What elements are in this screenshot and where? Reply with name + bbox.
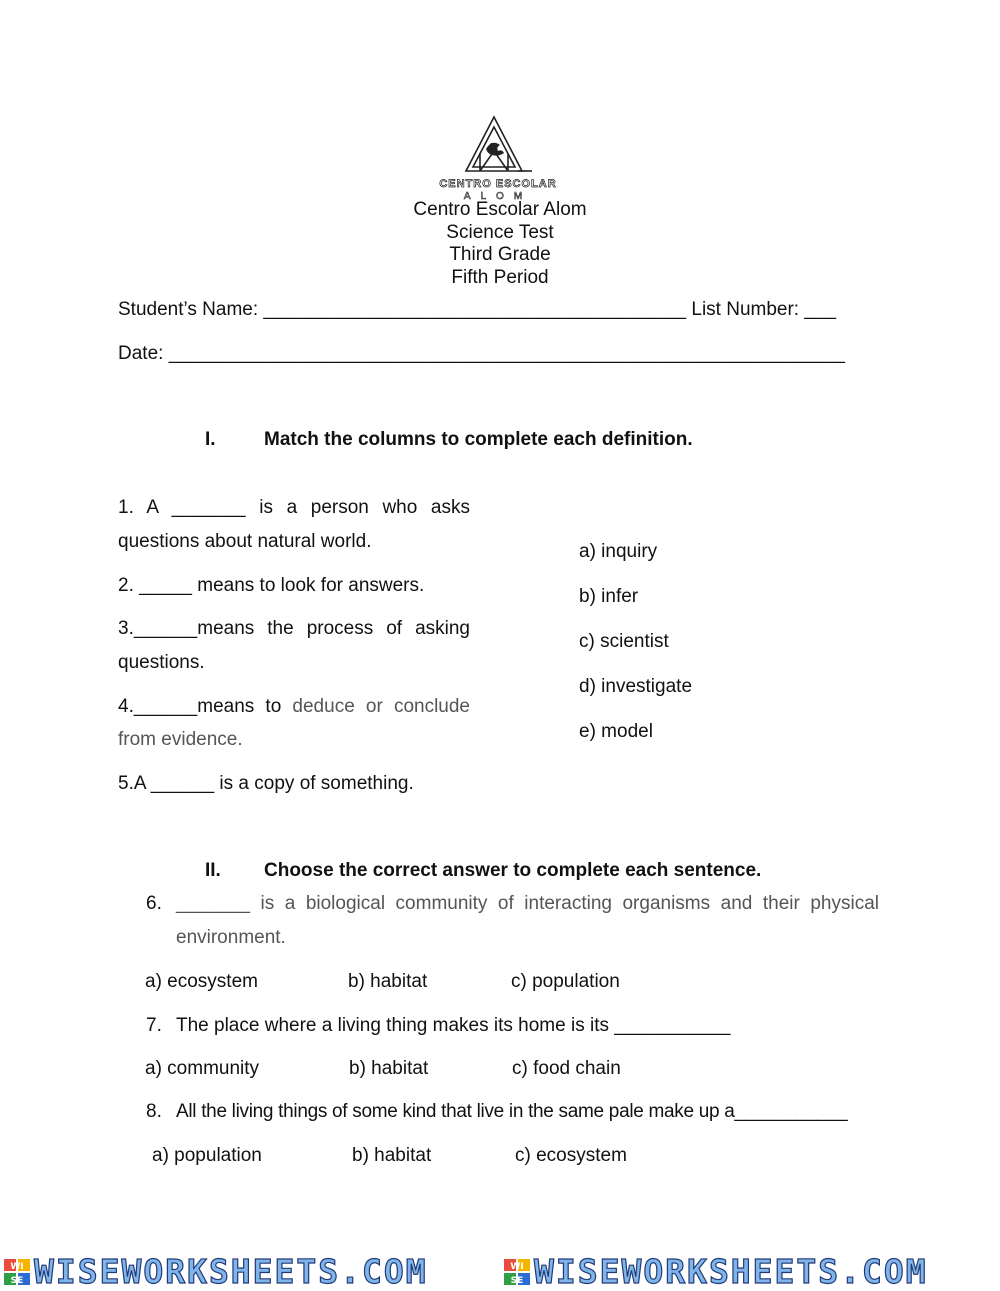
match-item-4-prefix: 4.______means to bbox=[118, 696, 293, 717]
match-item-4-line1 bbox=[118, 695, 470, 718]
match-option-b: b) infer bbox=[579, 586, 639, 607]
student-name-field[interactable]: ________________________________________ bbox=[263, 299, 687, 320]
logo-text-top: CENTRO ESCOLAR bbox=[439, 178, 557, 190]
section2-title: Choose the correct answer to complete each sentence. bbox=[264, 860, 762, 881]
question-6-line2: environment. bbox=[176, 927, 286, 948]
match-item-4-line2: from evidence. bbox=[118, 729, 243, 750]
question-8-answer-c: c) ecosystem bbox=[515, 1145, 627, 1166]
match-option-d: d) investigate bbox=[579, 676, 693, 697]
match-item-1-line1: 1. A _______ is a person who asks bbox=[118, 497, 470, 518]
logo-text-bottom: ALOM bbox=[463, 191, 533, 202]
question-7-answer-b: b) habitat bbox=[349, 1058, 429, 1079]
badge-text-top: WI bbox=[10, 1262, 24, 1272]
match-item-3-line1: 3.______means the process of asking bbox=[118, 618, 470, 639]
student-name-label: Student’s Name: bbox=[118, 299, 264, 320]
match-option-e: e) model bbox=[579, 721, 653, 742]
period-label: Fifth Period bbox=[451, 267, 549, 288]
question-8-number: 8. bbox=[146, 1101, 162, 1122]
question-7-text: The place where a living thing makes its home is its ___________ bbox=[176, 1015, 731, 1036]
question-6-answer-c: c) population bbox=[511, 971, 620, 992]
question-6-answer-a: a) ecosystem bbox=[145, 971, 258, 992]
match-item-5: 5.A ______ is a copy of something. bbox=[118, 773, 414, 794]
wise-badge-icon bbox=[504, 1259, 530, 1285]
question-8-text: All the living things of some kind that live in the same pale make up a___________ bbox=[176, 1101, 848, 1122]
badge-text-bottom: SE bbox=[10, 1276, 24, 1285]
wise-badge-icon bbox=[4, 1259, 30, 1285]
school-logo-mark bbox=[428, 113, 568, 203]
match-item-2: 2. _____ means to look for answers. bbox=[118, 575, 425, 596]
question-7-answer-c: c) food chain bbox=[512, 1058, 621, 1079]
question-6-answer-b: b) habitat bbox=[348, 971, 428, 992]
badge-text-bottom: SE bbox=[510, 1276, 524, 1285]
list-number-label[interactable]: List Number: ___ bbox=[686, 299, 837, 320]
test-title: Science Test bbox=[446, 222, 554, 243]
date-row bbox=[118, 342, 845, 365]
footer-watermark bbox=[0, 1252, 1000, 1291]
watermark-text: WISEWORKSHEETS.COM bbox=[534, 1252, 928, 1291]
question-6-line1: _______ is a biological community of interacting organisms and their physical bbox=[176, 893, 879, 914]
student-name-row bbox=[118, 298, 836, 321]
match-option-c: c) scientist bbox=[579, 631, 669, 652]
match-option-a: a) inquiry bbox=[579, 541, 658, 562]
match-item-1-line2: questions about natural world. bbox=[118, 531, 372, 552]
section2-numeral: II. bbox=[205, 860, 221, 881]
match-item-3-line2: questions. bbox=[118, 652, 205, 673]
question-8-answer-a: a) population bbox=[152, 1145, 262, 1166]
watermark-text: WISEWORKSHEETS.COM bbox=[34, 1252, 428, 1291]
question-7-answer-a: a) community bbox=[145, 1058, 260, 1079]
school-logo bbox=[428, 113, 568, 203]
date-field[interactable]: ________________________________________________________________ bbox=[168, 343, 845, 364]
question-6-number: 6. bbox=[146, 893, 162, 914]
school-name: Centro Escolar Alom bbox=[413, 199, 587, 220]
question-7-number: 7. bbox=[146, 1015, 162, 1036]
badge-text-top: WI bbox=[510, 1262, 524, 1272]
section1-title: Match the columns to complete each definition. bbox=[264, 429, 693, 450]
grade-label: Third Grade bbox=[449, 244, 551, 265]
match-item-4-gray: deduce or conclude bbox=[292, 696, 470, 717]
date-label: Date: bbox=[118, 343, 169, 364]
section1-numeral: I. bbox=[205, 429, 216, 450]
question-8-answer-b: b) habitat bbox=[352, 1145, 432, 1166]
